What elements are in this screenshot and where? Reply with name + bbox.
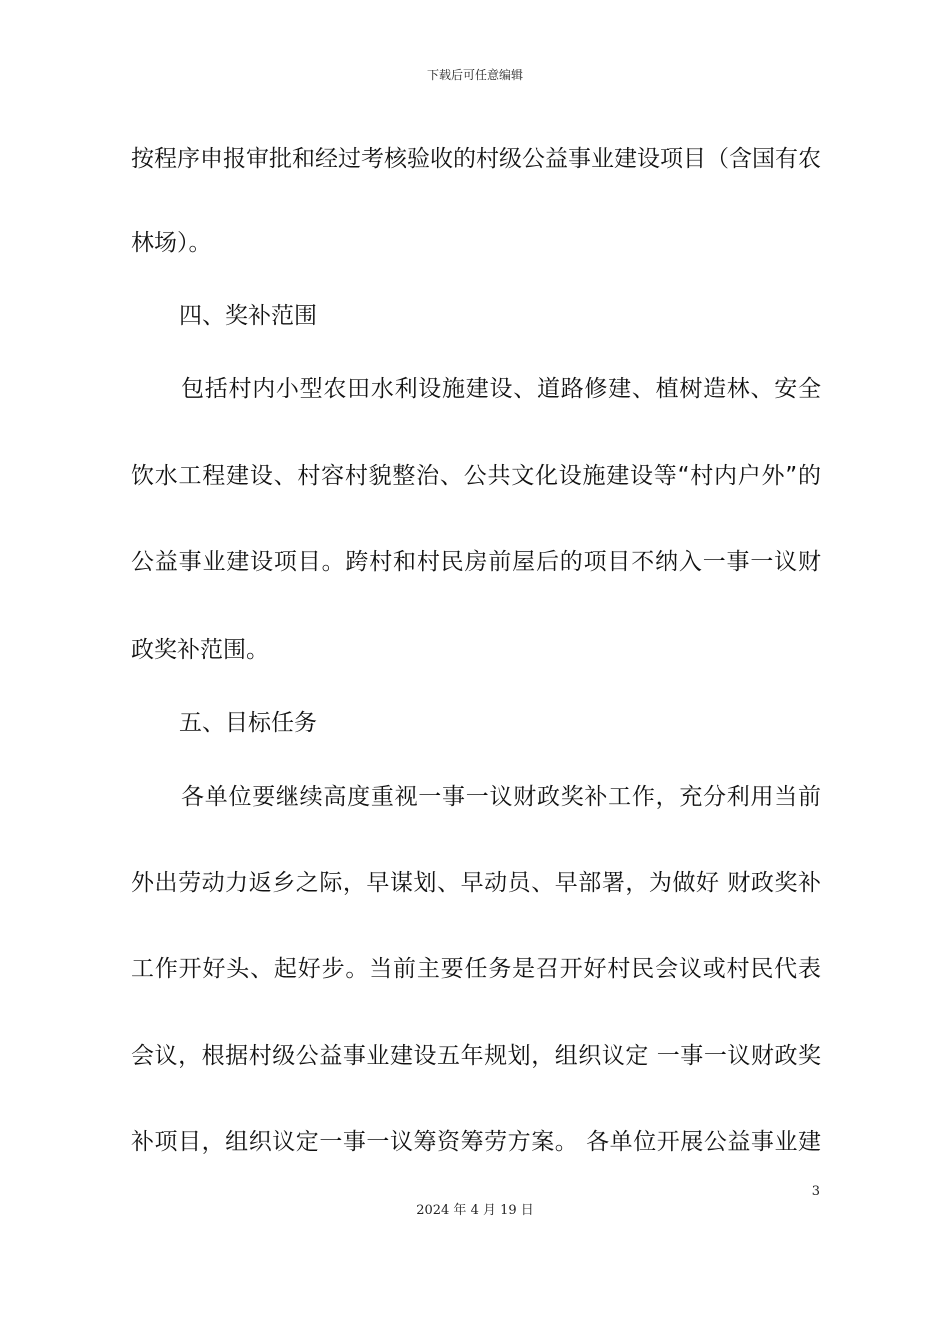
body-line-9: 各单位要继续高度重视一事一议财政奖补工作，充分利用当前 <box>181 784 821 810</box>
body-line-13: 补项目，组织议定一事一议筹资筹劳方案。 各单位开展公益事业建 <box>131 1129 821 1155</box>
section-heading-5: 五、目标任务 <box>179 710 317 736</box>
body-line-1: 按程序申报审批和经过考核验收的村级公益事业建设项目（含国有农 <box>131 146 821 172</box>
body-line-12: 会议，根据村级公益事业建设五年规划，组织议定 一事一议财政奖 <box>131 1043 821 1069</box>
body-line-11: 工作开好头、起好步。当前主要任务是召开好村民会议或村民代表 <box>131 956 821 982</box>
body-line-7: 政奖补范围。 <box>131 637 269 663</box>
body-line-4: 包括村内小型农田水利设施建设、道路修建、植树造林、安全 <box>181 376 821 402</box>
footer-date: 2024 年 4 月 19 日 <box>416 1203 534 1218</box>
body-line-6: 公益事业建设项目。跨村和村民房前屋后的项目不纳入一事一议财 <box>131 549 821 575</box>
section-heading-4: 四、奖补范围 <box>179 303 317 329</box>
page-header: 下载后可任意编辑 <box>426 68 523 82</box>
body-line-5: 饮水工程建设、村容村貌整治、公共文化设施建设等“村内户外”的 <box>131 463 821 489</box>
body-line-2: 林场）。 <box>131 230 212 256</box>
page-number: 3 <box>811 1184 820 1199</box>
body-line-10: 外出劳动力返乡之际，早谋划、早动员、早部署，为做好 财政奖补 <box>131 870 821 896</box>
